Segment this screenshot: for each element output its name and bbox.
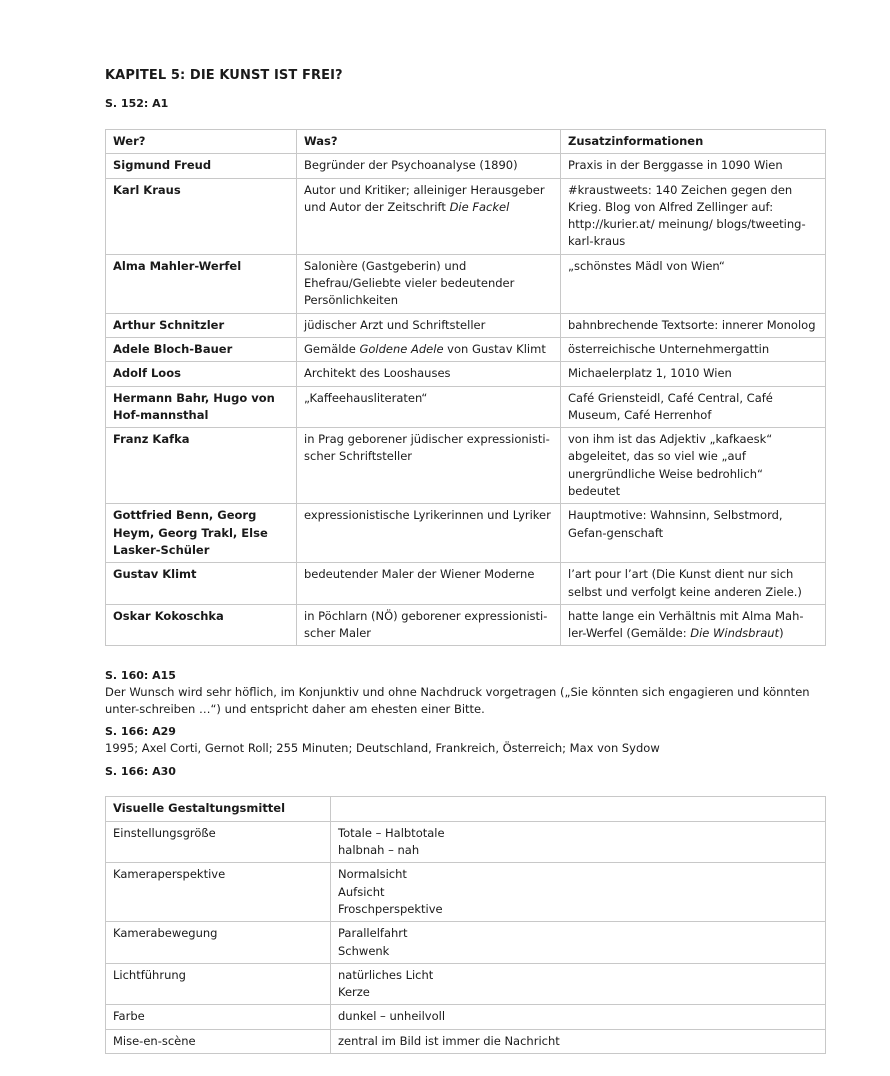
- header-what: Was?: [297, 130, 561, 154]
- means-values: Normalsicht Aufsicht Froschperspektive: [331, 863, 826, 922]
- person-info: von ihm ist das Adjektiv „kafkaesk“ abgeleitet, das so viel wie „auf unergründliche Weise bedrohlich“ bedeutet: [561, 428, 826, 504]
- means-values: zentral im Bild ist immer die Nachricht: [331, 1029, 826, 1053]
- table-row: [106, 428, 826, 504]
- means-label: Mise-en-scène: [106, 1029, 331, 1053]
- person-info: „schönstes Mädl von Wien“: [561, 254, 826, 313]
- means-values: dunkel – unheilvoll: [331, 1005, 826, 1029]
- person-name: Oskar Kokoschka: [106, 604, 297, 646]
- header-info: Zusatzinformationen: [561, 130, 826, 154]
- person-name: Karl Kraus: [106, 178, 297, 254]
- person-role: Begründer der Psychoanalyse (1890): [297, 154, 561, 178]
- person-name: Arthur Schnitzler: [106, 313, 297, 337]
- chapter-title: KAPITEL 5: DIE KUNST IST FREI?: [105, 68, 343, 83]
- table-row: [106, 178, 826, 254]
- person-role: in Pöchlarn (NÖ) geborener expressionisti-scher Maler: [297, 604, 561, 646]
- table-row: [106, 337, 826, 361]
- person-name: Adolf Loos: [106, 362, 297, 386]
- person-info: Café Griensteidl, Café Central, Café Museum, Café Herrenhof: [561, 386, 826, 428]
- table-row: [106, 504, 826, 563]
- table-row: [106, 1005, 826, 1029]
- person-info: Hauptmotive: Wahnsinn, Selbstmord, Gefan-genschaft: [561, 504, 826, 563]
- section-ref-a30: S. 166: A30: [105, 765, 176, 779]
- table-row: [106, 386, 826, 428]
- table-row: [106, 313, 826, 337]
- table-row: [106, 362, 826, 386]
- person-name: Adele Bloch-Bauer: [106, 337, 297, 361]
- table-row: [106, 863, 826, 922]
- film-means-table: [105, 796, 826, 1054]
- table-row: [106, 821, 826, 863]
- table-row: [106, 1029, 826, 1053]
- person-role: expressionistische Lyrikerinnen und Lyriker: [297, 504, 561, 563]
- people-table: [105, 129, 826, 646]
- header-empty: [331, 797, 826, 821]
- person-role: „Kaffeehausliteraten“: [297, 386, 561, 428]
- person-role: Autor und Kritiker; alleiniger Herausgeber und Autor der Zeitschrift Die Fackel: [297, 178, 561, 254]
- person-info: Praxis in der Berggasse in 1090 Wien: [561, 154, 826, 178]
- person-info: bahnbrechende Textsorte: innerer Monolog: [561, 313, 826, 337]
- header-who: Wer?: [106, 130, 297, 154]
- means-label: Einstellungsgröße: [106, 821, 331, 863]
- means-values: Totale – Halbtotale halbnah – nah: [331, 821, 826, 863]
- person-name: Sigmund Freud: [106, 154, 297, 178]
- means-label: Kamerabewegung: [106, 922, 331, 964]
- person-info: l’art pour l’art (Die Kunst dient nur sich selbst und verfolgt keine anderen Ziele.): [561, 563, 826, 605]
- person-name: Franz Kafka: [106, 428, 297, 504]
- section-a15-text: Der Wunsch wird sehr höflich, im Konjunktiv und ohne Nachdruck vorgetragen („Sie könnten sich engagieren und könnten unter-schreiben …“) und entspricht daher am ehesten einer Bitte.: [105, 685, 810, 717]
- person-name: Gustav Klimt: [106, 563, 297, 605]
- section-a29-text: 1995; Axel Corti, Gernot Roll; 255 Minuten; Deutschland, Frankreich, Österreich; Max von Sydow: [105, 741, 660, 756]
- table-row: [106, 254, 826, 313]
- table-row: [106, 154, 826, 178]
- section-ref-a29: S. 166: A29: [105, 725, 176, 739]
- person-info: Michaelerplatz 1, 1010 Wien: [561, 362, 826, 386]
- person-name: Gottfried Benn, Georg Heym, Georg Trakl, Else Lasker-Schüler: [106, 504, 297, 563]
- table-row: [106, 604, 826, 646]
- people-table-header: [106, 130, 826, 154]
- table-row: [106, 963, 826, 1005]
- means-label: Lichtführung: [106, 963, 331, 1005]
- table-row: [106, 563, 826, 605]
- table-row: [106, 922, 826, 964]
- person-role: jüdischer Arzt und Schriftsteller: [297, 313, 561, 337]
- person-role: Salonière (Gastgeberin) und Ehefrau/Geliebte vieler bedeutender Persönlichkeiten: [297, 254, 561, 313]
- person-role: in Prag geborener jüdischer expressionisti-scher Schriftsteller: [297, 428, 561, 504]
- person-role: Architekt des Looshauses: [297, 362, 561, 386]
- page: [105, 66, 825, 1054]
- person-role: bedeutender Maler der Wiener Moderne: [297, 563, 561, 605]
- section-ref-a15: S. 160: A15: [105, 669, 176, 683]
- section-ref-a1: S. 152: A1: [105, 97, 169, 110]
- person-info: hatte lange ein Verhältnis mit Alma Mah-ler-Werfel (Gemälde: Die Windsbraut): [561, 604, 826, 646]
- person-name: Hermann Bahr, Hugo von Hof-mannsthal: [106, 386, 297, 428]
- means-label: Farbe: [106, 1005, 331, 1029]
- person-info: #kraustweets: 140 Zeichen gegen den Krieg. Blog von Alfred Zellinger auf: http://kurier.at/ meinung/ blogs/tweeting-karl-kraus: [561, 178, 826, 254]
- means-values: Parallelfahrt Schwenk: [331, 922, 826, 964]
- person-name: Alma Mahler-Werfel: [106, 254, 297, 313]
- header-means: Visuelle Gestaltungsmittel: [106, 797, 331, 821]
- means-label: Kameraperspektive: [106, 863, 331, 922]
- person-role: Gemälde Goldene Adele von Gustav Klimt: [297, 337, 561, 361]
- means-values: natürliches Licht Kerze: [331, 963, 826, 1005]
- person-info: österreichische Unternehmergattin: [561, 337, 826, 361]
- film-table-header: [106, 797, 826, 821]
